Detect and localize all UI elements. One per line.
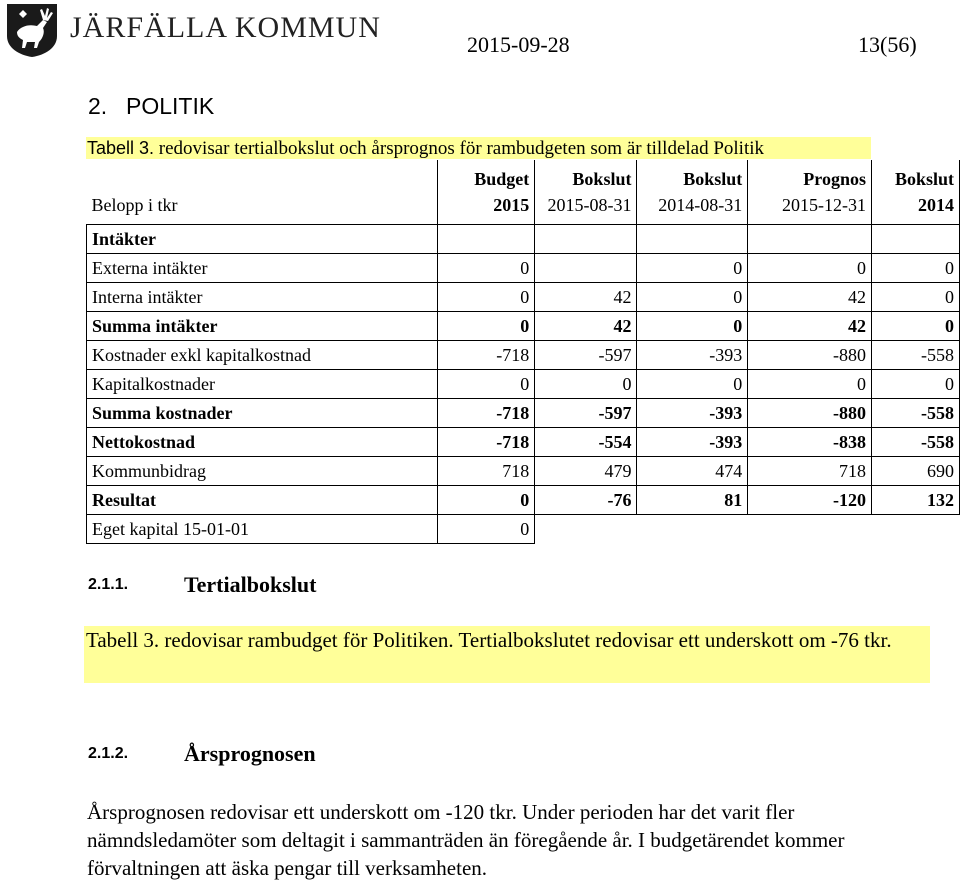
column-header: [637, 160, 748, 225]
table-cell: -880: [748, 341, 872, 370]
table-row: [87, 399, 960, 428]
empty-cell: [535, 515, 637, 544]
table-cell: 718: [748, 457, 872, 486]
table-cell: 132: [871, 486, 959, 515]
table-cell: 0: [437, 312, 535, 341]
row-label: Nettokostnad: [87, 428, 438, 457]
row-label: Resultat: [87, 486, 438, 515]
table-row: [87, 283, 960, 312]
table-cell: 479: [535, 457, 637, 486]
table-cell: [437, 225, 535, 254]
row-label: Kapitalkostnader: [87, 370, 438, 399]
table-cell: [871, 225, 959, 254]
table-cell: 42: [535, 312, 637, 341]
column-header-line2: 2015-12-31: [781, 195, 866, 215]
table-cell: 0: [535, 370, 637, 399]
column-header-line2: 2015: [493, 195, 530, 215]
table-cell: 474: [637, 457, 748, 486]
row-label: Eget kapital 15-01-01: [87, 515, 438, 544]
table-cell: 42: [748, 283, 872, 312]
column-header-line2: 2015-08-31: [547, 195, 632, 215]
table-row: [87, 370, 960, 399]
subsection-title: Årsprognosen: [184, 741, 316, 766]
column-header-line1: Bokslut: [894, 169, 954, 189]
table-cell: -880: [748, 399, 872, 428]
column-header: [535, 160, 637, 225]
table-cell: 0: [437, 486, 535, 515]
table-cell: 0: [437, 254, 535, 283]
table-row: [87, 515, 960, 544]
section-title: POLITIK: [126, 93, 215, 119]
table-cell: -554: [535, 428, 637, 457]
table-cell: -558: [871, 341, 959, 370]
caption-text: redovisar tertialbokslut och årsprognos för rambudgeten som är tilldelad Politik: [154, 138, 765, 159]
table-cell: -120: [748, 486, 872, 515]
caption-lead: Tabell 3.: [87, 138, 155, 158]
table-cell: 0: [637, 312, 748, 341]
table-cell: 0: [871, 283, 959, 312]
table-cell: 690: [871, 457, 959, 486]
table-row: [87, 254, 960, 283]
table-row: [87, 225, 960, 254]
row-label: Kommunbidrag: [87, 457, 438, 486]
table-cell: -76: [535, 486, 637, 515]
table-cell: 0: [871, 254, 959, 283]
column-header: [437, 160, 535, 225]
row-label: Externa intäkter: [87, 254, 438, 283]
organization-name: JÄRFÄLLA KOMMUN: [70, 11, 381, 44]
table-cell: 42: [535, 283, 637, 312]
budget-table: [86, 160, 960, 544]
table-cell: -558: [871, 399, 959, 428]
table-cell: 0: [437, 283, 535, 312]
table-header-row: [87, 160, 960, 225]
table-cell: [748, 225, 872, 254]
table-cell: -718: [437, 428, 535, 457]
table-cell: 0: [637, 370, 748, 399]
section-number: 2.: [88, 93, 108, 119]
subsection-title: Tertialbokslut: [184, 572, 317, 597]
highlighted-paragraph: Tabell 3. redovisar rambudget för Politiken. Tertialbokslutet redovisar ett underskott om -76 tkr.: [84, 626, 930, 683]
page-header: [0, 0, 960, 62]
row-label: Interna intäkter: [87, 283, 438, 312]
table-caption: [86, 137, 871, 159]
table-cell: -558: [871, 428, 959, 457]
column-header-line1: Bokslut: [572, 169, 632, 189]
table-row: [87, 457, 960, 486]
row-label: Summa kostnader: [87, 399, 438, 428]
table-cell: 0: [637, 283, 748, 312]
table-cell: [535, 254, 637, 283]
empty-cell: [871, 515, 959, 544]
section-heading: [88, 93, 214, 120]
table-cell: 718: [437, 457, 535, 486]
table-cell: [535, 225, 637, 254]
table-cell: -597: [535, 399, 637, 428]
table-row: [87, 341, 960, 370]
subsection-number: 2.1.1.: [88, 576, 129, 593]
table-cell: 0: [637, 254, 748, 283]
table-cell: 81: [637, 486, 748, 515]
row-label: Intäkter: [87, 225, 438, 254]
table-cell: -393: [637, 428, 748, 457]
body-paragraph: Årsprognosen redovisar ett underskott om -120 tkr. Under perioden har det varit fler nämndsledamöter som deltagit i sammanträden än föregående år. I budgetärendet kommer förvaltningen att äska pengar till verksamheten.: [87, 800, 845, 880]
table-cell: 0: [437, 370, 535, 399]
table-cell: -718: [437, 399, 535, 428]
table-cell: 0: [871, 370, 959, 399]
column-header: [871, 160, 959, 225]
empty-cell: [748, 515, 872, 544]
table-cell: -718: [437, 341, 535, 370]
table-row: [87, 486, 960, 515]
table-row: [87, 312, 960, 341]
column-header-line1: Bokslut: [683, 169, 743, 189]
column-header-line1: Budget: [474, 169, 530, 189]
table-cell: 42: [748, 312, 872, 341]
column-header-line1: Prognos: [803, 169, 866, 189]
document-date: 2015-09-28: [467, 32, 570, 57]
table-cell: 0: [437, 515, 535, 544]
table-cell: -597: [535, 341, 637, 370]
column-header: [748, 160, 872, 225]
table-cell: 0: [748, 254, 872, 283]
column-header-line2: 2014: [918, 195, 954, 215]
table-cell: 0: [871, 312, 959, 341]
table-row: [87, 428, 960, 457]
row-label: Summa intäkter: [87, 312, 438, 341]
column-header-line2: 2014-08-31: [658, 195, 743, 215]
municipality-crest-icon: [3, 2, 61, 58]
page-number: 13(56): [858, 32, 917, 57]
table-cell: -838: [748, 428, 872, 457]
table-cell: -393: [637, 341, 748, 370]
table-cell: [637, 225, 748, 254]
table-cell: 0: [748, 370, 872, 399]
header-label: Belopp i tkr: [87, 160, 438, 225]
row-label: Kostnader exkl kapitalkostnad: [87, 341, 438, 370]
table-cell: -393: [637, 399, 748, 428]
subsection-number: 2.1.2.: [88, 745, 129, 762]
empty-cell: [637, 515, 748, 544]
